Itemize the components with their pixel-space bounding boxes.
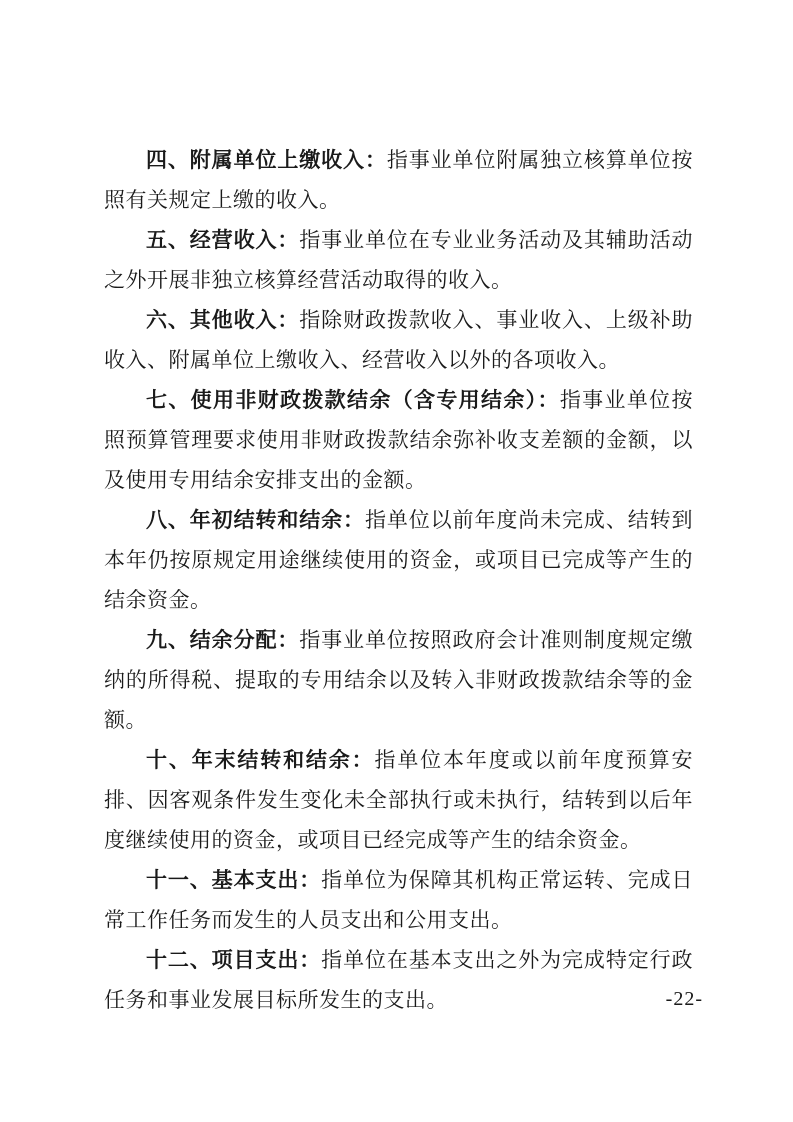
term-label: 十二、项目支出：	[146, 948, 322, 972]
term-label: 八、年初结转和结余：	[146, 508, 365, 532]
definition-paragraph-5	[104, 220, 693, 300]
term-definition: 指单位本年度或以前年度预算安排、因客观条件发生变化未全部执行或未执行，结转到以后年度继续使用的资金，或项目已经完成等产生的结余资金。	[104, 748, 694, 852]
definition-paragraph-8	[104, 500, 693, 620]
definition-paragraph-4	[104, 140, 693, 220]
term-definition: 指除财政拨款收入、事业收入、上级补助收入、附属单位上缴收入、经营收入以外的各项收入。	[104, 308, 694, 372]
term-definition: 指单位在基本支出之外为完成特定行政任务和事业发展目标所发生的支出。	[104, 948, 694, 1012]
definition-paragraph-7	[104, 380, 693, 500]
term-definition: 指事业单位按照政府会计准则制度规定缴纳的所得税、提取的专用结余以及转入非财政拨款结余等的金额。	[104, 628, 694, 732]
term-definition: 指单位为保障其机构正常运转、完成日常工作任务而发生的人员支出和公用支出。	[104, 868, 694, 932]
definition-paragraph-11	[104, 860, 693, 940]
term-definition: 指事业单位按照预算管理要求使用非财政拨款结余弥补收支差额的金额，以及使用专用结余安排支出的金额。	[104, 388, 694, 492]
page-number: -22-	[665, 988, 703, 1010]
definition-paragraph-9	[104, 620, 693, 740]
definition-paragraph-12	[104, 940, 693, 1020]
term-definition: 指事业单位在专业业务活动及其辅助活动之外开展非独立核算经营活动取得的收入。	[104, 228, 694, 292]
term-label: 十、年末结转和结余：	[146, 748, 375, 772]
term-label: 五、经营收入：	[146, 228, 300, 252]
document-body	[104, 140, 693, 1020]
term-label: 四、附属单位上缴收入：	[146, 148, 387, 172]
term-label: 九、结余分配：	[146, 628, 300, 652]
term-label: 十一、基本支出：	[146, 868, 322, 892]
definition-paragraph-10	[104, 740, 693, 860]
term-definition: 指单位以前年度尚未完成、结转到本年仍按原规定用途继续使用的资金，或项目已完成等产生的结余资金。	[104, 508, 694, 612]
term-label: 七、使用非财政拨款结余（含专用结余）：	[146, 388, 560, 412]
term-definition: 指事业单位附属独立核算单位按照有关规定上缴的收入。	[104, 148, 694, 212]
definition-paragraph-6	[104, 300, 693, 380]
term-label: 六、其他收入：	[146, 308, 300, 332]
